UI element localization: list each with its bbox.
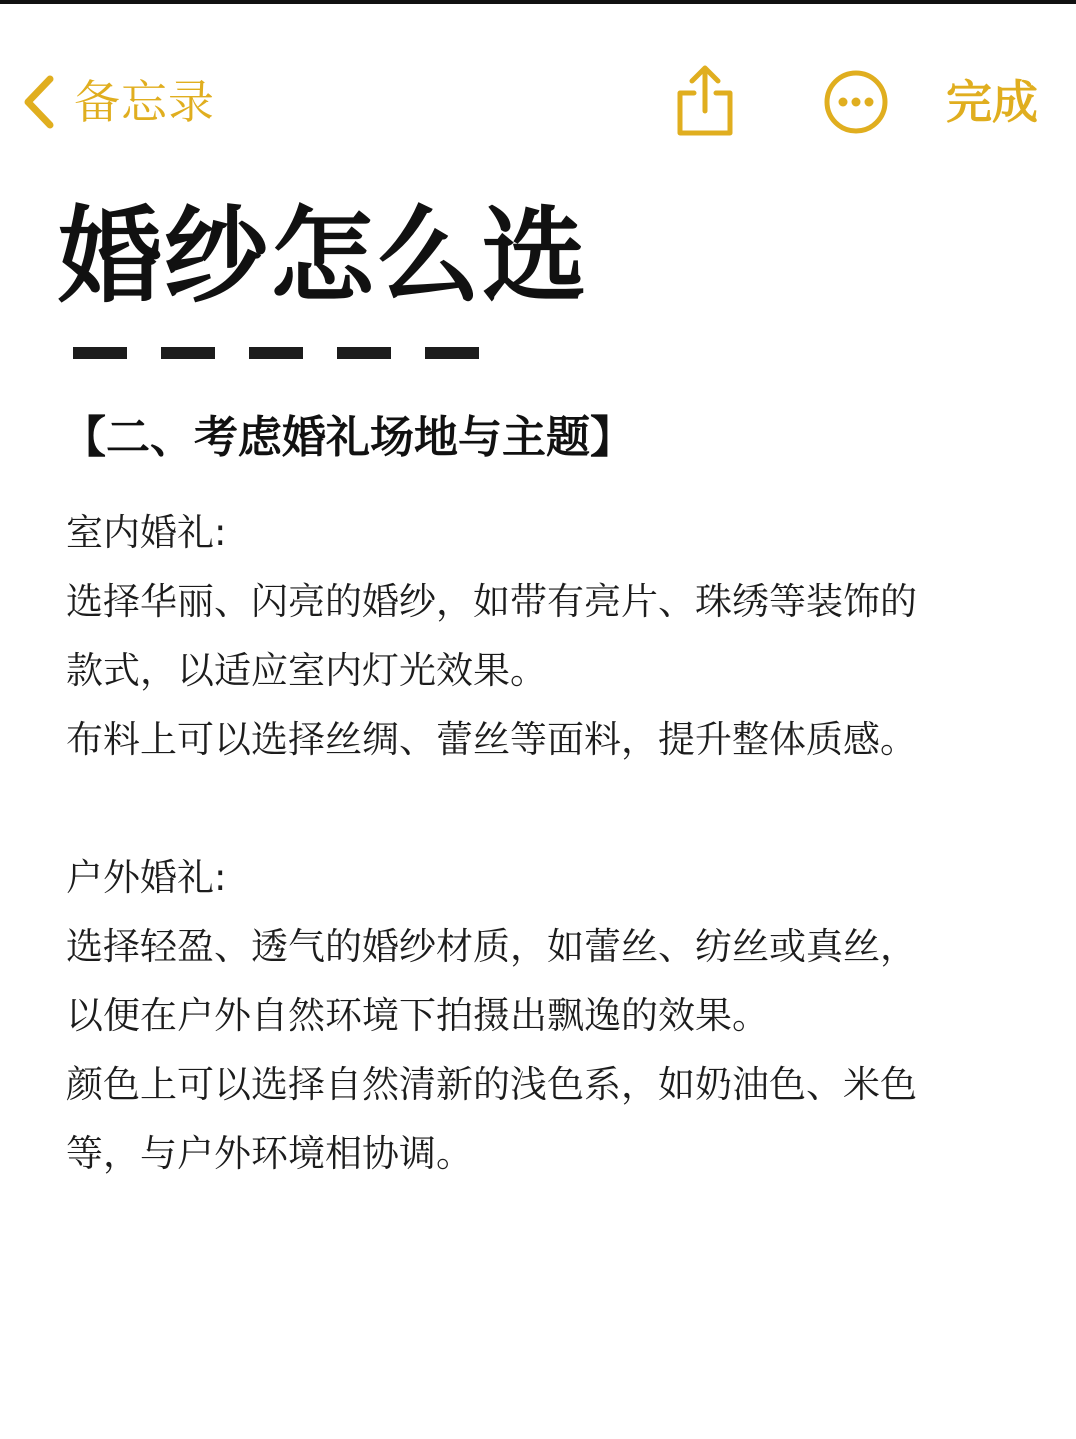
note-title: 婚纱怎么选 bbox=[58, 195, 589, 317]
back-label: 备忘录 bbox=[74, 75, 215, 129]
divider-dash bbox=[249, 347, 303, 359]
more-options-button[interactable] bbox=[823, 69, 889, 135]
done-button[interactable]: 完成 bbox=[946, 75, 1038, 129]
outdoor-line: 选择轻盈、透气的婚纱材质，如蕾丝、纺丝或真丝， bbox=[66, 925, 917, 968]
blank-line bbox=[66, 774, 1026, 843]
indoor-wedding-label: 室内婚礼: bbox=[66, 511, 227, 554]
navigation-bar bbox=[0, 55, 1076, 150]
ellipsis-circle-icon bbox=[823, 69, 889, 135]
indoor-line: 选择华丽、闪亮的婚纱，如带有亮片、珠绣等装饰的 bbox=[66, 580, 917, 623]
divider-dash bbox=[73, 347, 127, 359]
indoor-line: 款式，以适应室内灯光效果。 bbox=[66, 649, 547, 692]
dash-divider bbox=[73, 347, 479, 359]
chevron-left-icon bbox=[22, 74, 56, 130]
back-button[interactable] bbox=[22, 69, 215, 135]
indoor-line: 布料上可以选择丝绸、蕾丝等面料，提升整体质感。 bbox=[66, 718, 917, 761]
divider-dash bbox=[337, 347, 391, 359]
divider-dash bbox=[425, 347, 479, 359]
top-edge-strip bbox=[0, 0, 1076, 4]
outdoor-line: 颜色上可以选择自然清新的浅色系，如奶油色、米色 bbox=[66, 1063, 917, 1106]
outdoor-line: 以便在户外自然环境下拍摄出飘逸的效果。 bbox=[66, 994, 769, 1037]
outdoor-wedding-label: 户外婚礼: bbox=[66, 856, 227, 899]
section-heading: 【二、考虑婚礼场地与主题】 bbox=[62, 412, 634, 463]
divider-dash bbox=[161, 347, 215, 359]
outdoor-line: 等，与户外环境相协调。 bbox=[66, 1132, 473, 1175]
share-icon bbox=[672, 63, 738, 139]
share-button[interactable] bbox=[672, 63, 738, 139]
note-body[interactable] bbox=[66, 498, 1026, 1188]
